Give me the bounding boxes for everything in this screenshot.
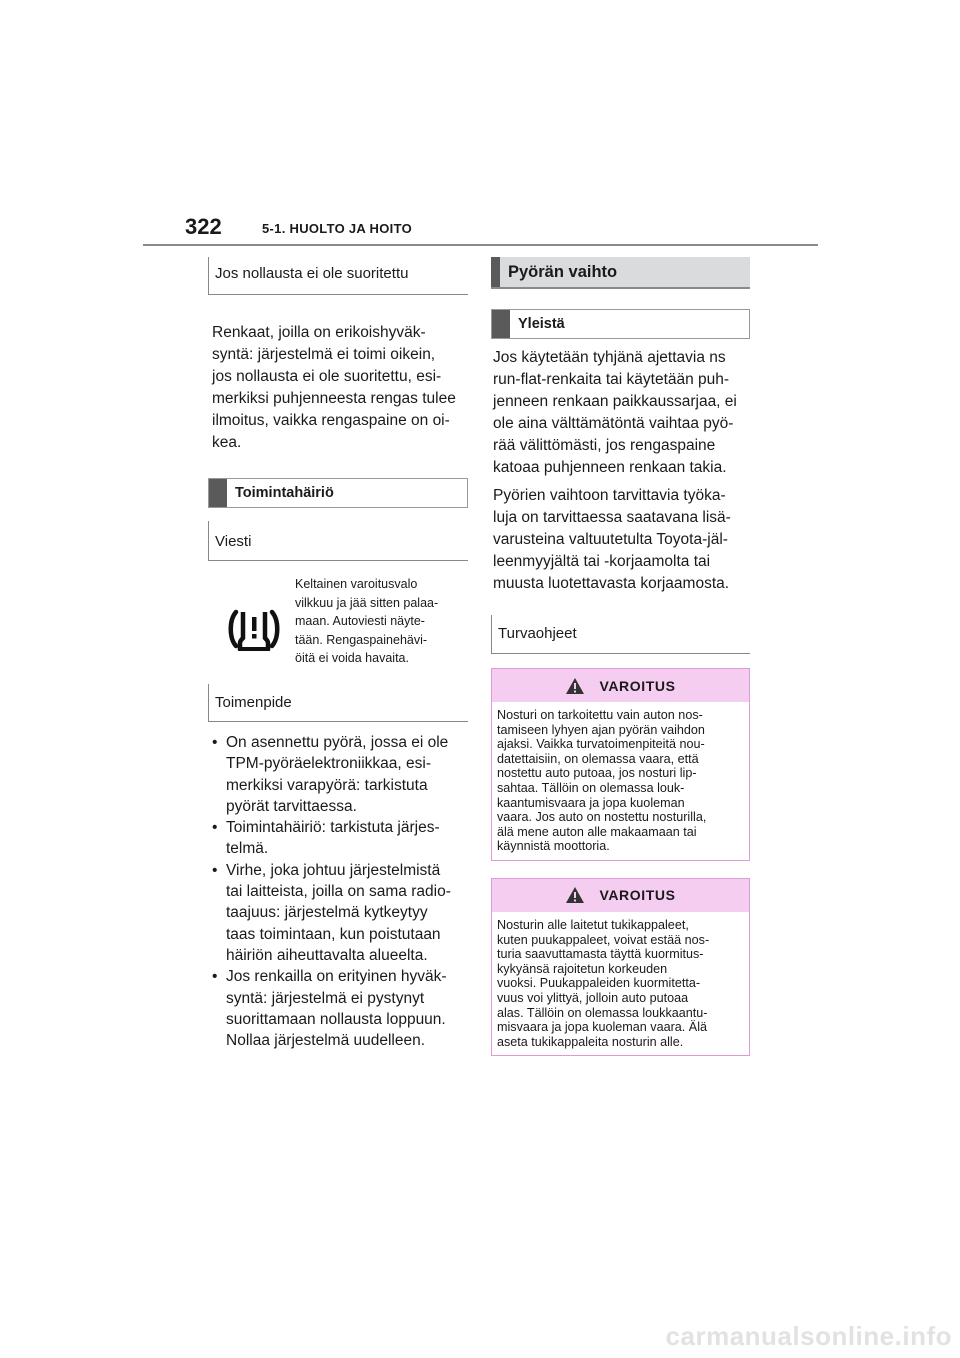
action-list	[208, 732, 468, 1051]
chapter-title: 5-1. HUOLTO JA HOITO	[262, 221, 412, 236]
text-line: ole aina välttämätöntä vaihtaa pyö-	[493, 415, 734, 432]
right-column	[491, 257, 750, 1056]
text-line: rää välittömästi, jos rengaspaine	[493, 437, 716, 454]
warning-text: Nosturi on tarkoitettu vain auton nos- tamiseen lyhyen ajan pyörän vaihdon ajaksi. Vaikka turvatoimenpiteitä nou- datettaisiin, on olemassa vaara, että nostettu auto putoaa, jos nosturi lip- sahtaa. Tällöin on olemassa louk- kaantumisvaara ja jopa kuoleman vaara. Jos auto on nostettu nosturilla, älä mene auton alle makaamaan tai käynnistä moottoria.	[497, 708, 707, 854]
text-line: luja on tarvittaessa saatavana lisä-	[493, 509, 731, 526]
warning-header	[492, 669, 749, 702]
text-line: Renkaat, joilla on erikoishyväk-	[212, 324, 426, 341]
warning-triangle-icon	[565, 677, 585, 695]
general-heading-label: Yleistä	[518, 316, 565, 332]
list-item: • Toimintahäiriö: tarkistuta järjes- telmä.	[208, 817, 468, 860]
wheel-change-heading-label: Pyörän vaihto	[508, 262, 618, 281]
text-line: vilkkuu ja jää sitten palaa-	[295, 595, 439, 610]
safety-heading	[491, 615, 750, 654]
reset-paragraph	[208, 322, 468, 454]
malfunction-heading	[208, 478, 468, 508]
wheel-change-heading	[491, 257, 750, 289]
general-paragraph-2	[491, 485, 750, 595]
text-line: öitä ei voida havaita.	[295, 651, 409, 665]
warning-label: VAROITUS	[599, 677, 676, 694]
tpms-warning-icon	[228, 608, 280, 657]
text-line: katoaa puhjenneen renkaan takia.	[493, 459, 727, 476]
text-line: leenmyyjältä tai -korjaamolta tai	[493, 553, 711, 570]
page-number: 322	[185, 214, 222, 239]
general-paragraph-1	[491, 347, 750, 479]
text-line: tään. Rengaspainehävi-	[295, 632, 428, 647]
heading-bar	[492, 310, 510, 338]
header-rule	[143, 244, 818, 246]
text-line: kea.	[212, 434, 242, 451]
general-heading	[491, 309, 750, 339]
indicator-description	[295, 575, 475, 668]
warning-label: VAROITUS	[599, 887, 676, 904]
action-heading	[208, 684, 468, 722]
text-line: muusta luotettavasta korjaamosta.	[493, 575, 730, 592]
indicator-row	[208, 561, 468, 681]
text-line: Jos käytetään tyhjänä ajettavia ns	[493, 349, 726, 366]
message-heading	[208, 521, 468, 561]
list-item: • Virhe, joka johtuu järjestelmistä tai laitteista, joilla on sama radio- taajuus: järjestelmä kytkeytyy taas toimintaan, kun poistutaan häiriön aiheuttavalta alueelta.	[208, 860, 468, 966]
warning-triangle-icon	[565, 886, 585, 904]
text-line: jos nollausta ei ole suoritettu, esi-	[212, 368, 442, 385]
text-line: Pyörien vaihtoon tarvittavia työka-	[493, 487, 726, 504]
list-item: • On asennettu pyörä, jossa ei ole TPM-pyöräelektroniikkaa, esi- merkiksi varapyörä: tarkistuta pyörät tarvittaessa.	[208, 732, 468, 817]
watermark: carmanualsonline.info	[665, 1321, 952, 1351]
warning-box	[491, 668, 750, 861]
warning-header	[492, 879, 749, 912]
text-line: Keltainen varoitusvalo	[295, 577, 418, 591]
malfunction-heading-label: Toimintahäiriö	[235, 485, 334, 501]
text-line: varusteina valtuutetulta Toyota-jäl-	[493, 531, 728, 548]
action-heading-label: Toimenpide	[215, 694, 292, 711]
text-line: jenneen renkaan paikkaussarjaa, ei	[493, 393, 737, 410]
heading-bar	[209, 479, 227, 507]
section-heading-reset-label: Jos nollausta ei ole suoritettu	[215, 265, 409, 282]
text-line: merkiksi puhjenneesta rengas tulee	[212, 390, 456, 407]
list-item: • Jos renkailla on erityinen hyväk- syntä: järjestelmä ei pystynyt suorittamaan nollausta loppuun. Nollaa järjestelmä uudelleen.	[208, 966, 468, 1051]
safety-heading-label: Turvaohjeet	[498, 625, 577, 642]
message-heading-label: Viesti	[215, 533, 252, 550]
warning-text: Nosturin alle laitetut tukikappaleet, kuten puukappaleet, voivat estää nos- turia saavuttamasta täyttä kuormitus- kykyänsä rajoitetun korkeuden vuoksi. Puukappaleiden kuormitetta- vuus voi ylittyä, jolloin auto putoaa alas. Tällöin on olemassa loukkaantu- misvaara ja jopa kuoleman vaara. Älä aseta tukikappaleita nosturin alle.	[497, 917, 710, 1049]
text-line: run-flat-renkaita tai käytetään puh-	[493, 371, 730, 388]
left-column	[208, 257, 468, 1051]
heading-bar	[491, 257, 500, 287]
text-line: ilmoitus, vaikka rengaspaine on oi-	[212, 412, 450, 429]
section-heading-reset	[208, 257, 468, 295]
warning-box	[491, 878, 750, 1056]
text-line: maan. Autoviesti näyte-	[295, 614, 425, 628]
text-line: syntä: järjestelmä ei toimi oikein,	[212, 346, 436, 363]
